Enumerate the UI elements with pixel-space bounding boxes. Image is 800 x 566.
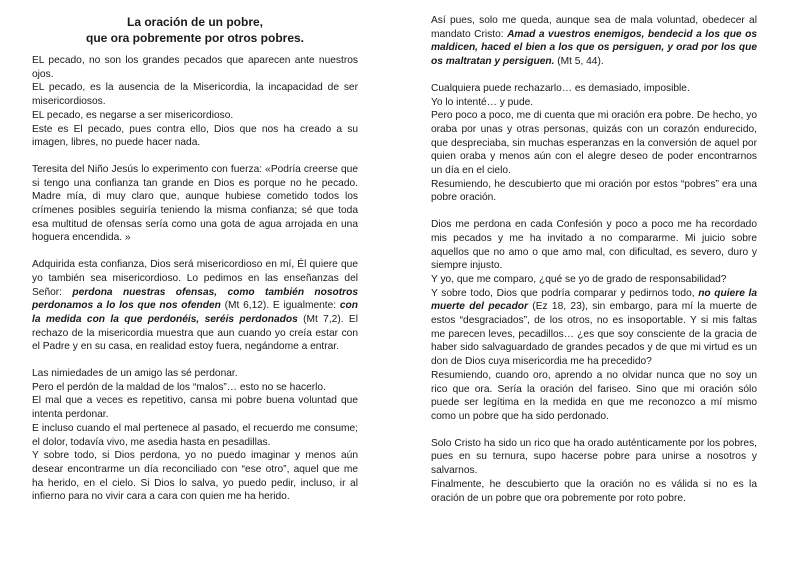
paragraph-line: EL pecado, es la ausencia de la Misericordia, la incapacidad de ser misericordiosos. <box>32 82 358 108</box>
document-title <box>32 14 358 46</box>
paragraph-line: E incluso cuando el mal pertenece al pasado, el recuerdo me consume; el dolor, todavía vivo, me asedia hasta en pesadillas. <box>32 422 358 448</box>
quote-amad: Amad a vuestros enemigos, bendecid a los que os maldicen, haced el bien a los que os persiguen, y orad por los que os maltratan y persiguen. <box>431 28 757 68</box>
paragraph-line: Yo lo intenté… y pude. <box>431 96 534 108</box>
paragraph-line <box>431 287 757 369</box>
paragraph-line: El mal que a veces es repetitivo, cansa mi pobre buena voluntad que intenta perdonar. <box>32 395 358 421</box>
left-column <box>32 14 358 504</box>
quote-perdona: perdona nuestras ofensas, como también nosotros perdonamos a lo los que nos ofenden <box>32 286 358 312</box>
paragraph-line: Y yo, que me comparo, ¿qué se yo de grado de responsabilidad? <box>431 273 727 285</box>
quote-medida: con la medida con la que perdonéis, seréis perdonados <box>32 300 358 325</box>
paragraph-line: Cualquiera puede rechazarlo… es demasiado, imposible. <box>431 82 690 94</box>
paragraph-confesion <box>431 218 757 424</box>
paragraph-line: Y sobre todo, si Dios perdona, yo no puedo imaginar y menos aún desear encontrarme un día reconciliado con “ese otro”, aquel que me ha herido, en el cielo. Si Dios lo salva, yo puedo pedir, incluso, ir al infierno para no vivir cara a cara con quien me ha herido. <box>32 450 358 503</box>
paragraph-line: Dios me perdona en cada Confesión y poco a poco me ha recordado mis pecados y me ha invitado a no compararme. Mi juicio sobre aquellos que no amo o que amo mal, con dificultad, es severo, duro y siempre injusto. <box>431 219 757 272</box>
right-column <box>431 14 757 505</box>
quote-pecador: no quiere la muerte del pecador <box>431 287 757 313</box>
paragraph-line: Finalmente, he descubierto que la oración no es válida si no es la oración de un pobre que ora pobremente por roto pobre. <box>431 478 757 504</box>
paragraph-line: EL pecado, es negarse a ser misericordioso. <box>32 109 234 121</box>
paragraph-pecado <box>32 54 358 150</box>
text-run: Así pues, solo me queda, aunque sea de mala voluntad, obedecer al mandato Cristo: <box>431 15 757 40</box>
paragraph-line: Resumiendo, cuando oro, aprendo a no olvidar nunca que no soy un rico que ora. Sería la oración del fariseo. Sino que mi oración sólo puede ser legítima en la medida en que me reconozco a mí mismo como un pobre que ha sido perdonado. <box>431 369 757 422</box>
title-line-1: La oración de un pobre, <box>126 15 263 29</box>
paragraph-line: Pero el perdón de la maldad de los “malos”… esto no se hacerlo. <box>32 381 326 393</box>
paragraph-line: Pero poco a poco, me di cuenta que mi oración era pobre. De hecho, yo oraba por unas y otras personas, quizás con un corazón endurecido, que despreciaba, sin muchas esperanzas en la conversión de aquel por quien oraba y menos aún con el alegre deseo de poder encontrarnos un día en el cielo. <box>431 110 757 177</box>
text-run: (Mt 6,12). E igualmente: <box>220 300 340 312</box>
paragraph-line: Resumiendo, he descubierto que mi oración por estos “pobres” era una pobre oración. <box>431 178 757 204</box>
text-run: Adquirida esta confianza, Dios será misericordioso en mí, Él quiere que yo también sea misericordioso. Lo pedimos en las enseñanzas del Señor: <box>32 259 358 298</box>
paragraph-mandato <box>431 14 757 69</box>
paragraph-teresita: Teresita del Niño Jesús lo experimento con fuerza: «Podría creerse que si tengo una confianza tan grande en Dios es porque no he pecado. Madre mía, di muy claro que, aunque hubiese cometido todos los crímenes posibles seguiría teniendo la misma confianza; sé que toda esa multitud de ofensas sería como una gota de agua arrojada en una hoguera encendida. » <box>32 163 358 244</box>
paragraph-line: Solo Cristo ha sido un rico que ha orado auténticamente por los pobres, pues en su ternura, supo hacerse pobre para unirse a nosotros y salvarnos. <box>431 437 757 477</box>
paragraph-line: Las nimiedades de un amigo las sé perdonar. <box>32 368 238 380</box>
text-run: (Ez 18, 23), sin embargo, para mí la muerte de estos “desgraciados”, de los otros, no es insoportable. Y si mis faltas me parecen leves, pecadillos… ¿es que soy consciente de la gracia de haber sido salvaguardado de grandes pecados y de que mi virtud es un don de Dios cuya misericordia me ha precedido? <box>431 301 757 368</box>
paragraph-cristo <box>431 437 757 506</box>
paragraph-line: EL pecado, no son los grandes pecados que aparecen ante nuestros ojos. <box>32 55 358 80</box>
text-run: Y sobre todo, Dios que podría comparar y pedirnos todo, <box>431 287 699 299</box>
text-run: (Mt 7,2). El rechazo de la misericordia muestra que aun cuando yo creía estar con el Padre y en su casa, en realidad estoy fuera, negándome a entrar. <box>32 313 358 353</box>
paragraph-line: Este es El pecado, pues contra ello, Dios que nos ha creado a su imagen, libres, no puede hacer nada. <box>32 123 358 149</box>
paragraph-confianza <box>32 258 358 354</box>
title-line-2: que ora pobremente por otros pobres. <box>85 31 305 45</box>
text-run: (Mt 5, 44). <box>554 56 604 68</box>
paragraph-intente <box>431 82 757 205</box>
paragraph-nimiedades <box>32 367 358 504</box>
